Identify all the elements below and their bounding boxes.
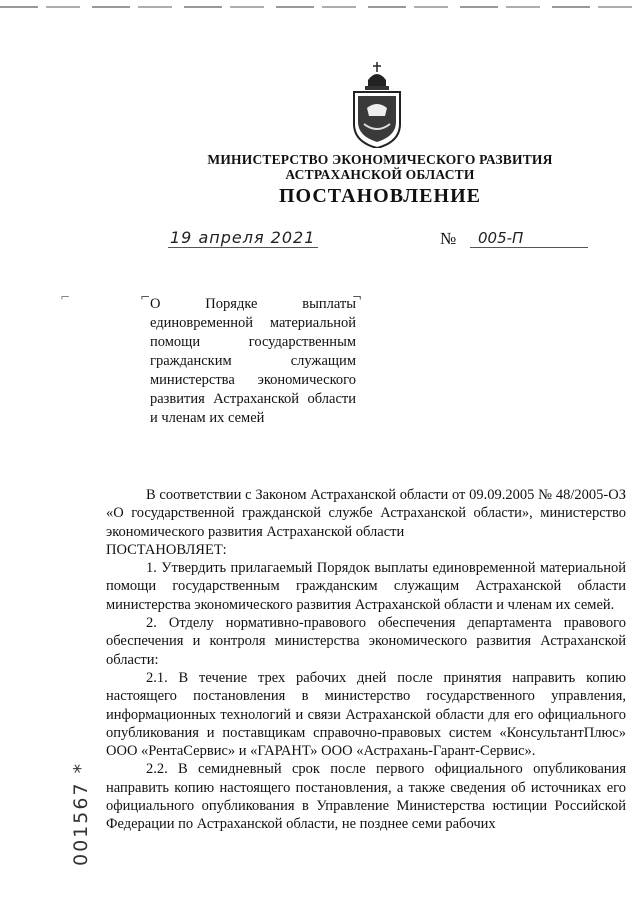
number-underline [470, 247, 588, 248]
paragraph-1: 1. Утвердить прилагаемый Порядок выплаты единовременной материальной помощи государственным гражданским служащим Астраханской области министерства экономического развития Астраханской области и членам их семей. [106, 560, 626, 613]
scan-top-edge [0, 6, 640, 8]
title-corner-right: ¬ [352, 290, 363, 304]
title-text: О Порядке выплаты единовременной материальной помощи государственным гражданским служащим министерства экономического развития Астраханской области и членам их семей [150, 296, 356, 426]
coat-of-arms-icon [350, 62, 404, 148]
decree-word: ПОСТАНОВЛЯЕТ: [106, 541, 227, 558]
number-label: № [440, 229, 457, 248]
paragraph-2-1: 2.1. В течение трех рабочих дней после принятия направить копию настоящего постановления в министерство государственного управления, информационных технологий и связи Астраханской области для его официального опубликования и поставщикам справочно-правовых систем «КонсультантПлюс» ООО «РентаСервис» и «ГАРАНТ» ООО «Астрахань-Гарант-Сервис». [106, 669, 626, 760]
margin-mark: ⌐ [60, 290, 71, 304]
document-title [150, 295, 356, 428]
intro-paragraph: В соответствии с Законом Астраханской области от 09.09.2005 № 48/2005-ОЗ «О государственной гражданской службе Астраханской области», министерство экономического развития Астраханской области [106, 487, 626, 540]
stamp-number: 001567 * [70, 761, 92, 866]
document-body [106, 486, 626, 834]
title-corner-left: ⌐ [140, 290, 151, 304]
document-type: ПОСТАНОВЛЕНИЕ [279, 185, 481, 207]
document-date: 19 апреля 2021 [170, 228, 316, 247]
document-number: 005-П [478, 229, 524, 247]
paragraph-2: 2. Отделу нормативно-правового обеспечения департамента правового обеспечения и контроля министерства экономического развития Астраханской области: [106, 615, 626, 668]
paragraph-2-2: 2.2. В семидневный срок после первого официального опубликования направить копию настоящего постановления, а также сведения об источниках его официального опубликования в Управление Министерства юстиции Российской Федерации по Астраханской области, не позднее семи рабочих [106, 761, 626, 833]
date-underline [168, 247, 318, 248]
registration-stamp [66, 748, 96, 868]
ministry-name-line2: АСТРАХАНСКОЙ ОБЛАСТИ [285, 167, 475, 182]
ministry-name-line1: МИНИСТЕРСТВО ЭКОНОМИЧЕСКОГО РАЗВИТИЯ [207, 152, 553, 167]
